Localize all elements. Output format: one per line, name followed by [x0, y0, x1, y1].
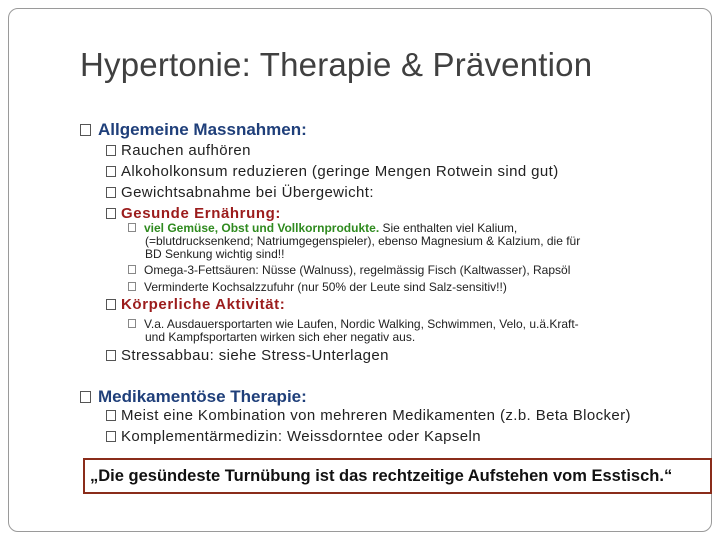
- nutrition-item-omega3: Omega-3-Fettsäuren: Nüsse (Walnuss), regelmässig Fisch (Kaltwasser), Rapsöl: [128, 264, 570, 277]
- checkbox-bullet-icon: [106, 145, 116, 156]
- checkbox-bullet-icon: [106, 208, 116, 219]
- checkbox-bullet-icon: [128, 265, 136, 274]
- subheading-activity: Körperliche Aktivität:: [106, 296, 285, 313]
- checkbox-bullet-icon: [128, 223, 136, 232]
- checkbox-bullet-icon: [106, 410, 116, 421]
- activity-item-endurance: V.a. Ausdauersportarten wie Laufen, Nordic Walking, Schwimmen, Velo, u.ä.Kraft- und Kampfsportarten wirken sich eher negativ aus.: [128, 318, 579, 344]
- list-item: Gewichtsabnahme bei Übergewicht:: [106, 184, 374, 201]
- nutrition-item-salt: Verminderte Kochsalzzufuhr (nur 50% der Leute sind Salz-sensitiv!!): [128, 281, 507, 294]
- slide-title: Hypertonie: Therapie & Prävention: [80, 46, 593, 83]
- checkbox-bullet-icon: [80, 124, 91, 136]
- checkbox-bullet-icon: [106, 350, 116, 361]
- checkbox-bullet-icon: [128, 282, 136, 291]
- quote-text: „Die gesündeste Turnübung ist das rechtzeitige Aufstehen vom Esstisch.“: [90, 467, 673, 485]
- checkbox-bullet-icon: [128, 319, 136, 328]
- list-item: Alkoholkonsum reduzieren (geringe Mengen Rotwein sind gut): [106, 163, 559, 180]
- section-heading-medication: Medikamentöse Therapie:: [80, 387, 307, 407]
- list-item: Rauchen aufhören: [106, 142, 251, 159]
- list-item: Meist eine Kombination von mehreren Medikamenten (z.b. Beta Blocker): [106, 407, 631, 424]
- checkbox-bullet-icon: [106, 431, 116, 442]
- subheading-nutrition: Gesunde Ernährung:: [106, 205, 281, 222]
- nutrition-item-vegetables: viel Gemüse, Obst und Vollkornprodukte. Sie enthalten viel Kalium, (=blutdrucksenkend; Natriumgegenspieler), ebenso Magnesium & Kalzium, die für BD Senkung wichtig sind!!: [128, 222, 580, 261]
- checkbox-bullet-icon: [106, 299, 116, 310]
- checkbox-bullet-icon: [106, 187, 116, 198]
- list-item-stress: Stressabbau: siehe Stress-Unterlagen: [106, 347, 389, 364]
- checkbox-bullet-icon: [80, 391, 91, 403]
- checkbox-bullet-icon: [106, 166, 116, 177]
- list-item: Komplementärmedizin: Weissdorntee oder Kapseln: [106, 428, 481, 445]
- section-heading-general: Allgemeine Massnahmen:: [80, 120, 307, 140]
